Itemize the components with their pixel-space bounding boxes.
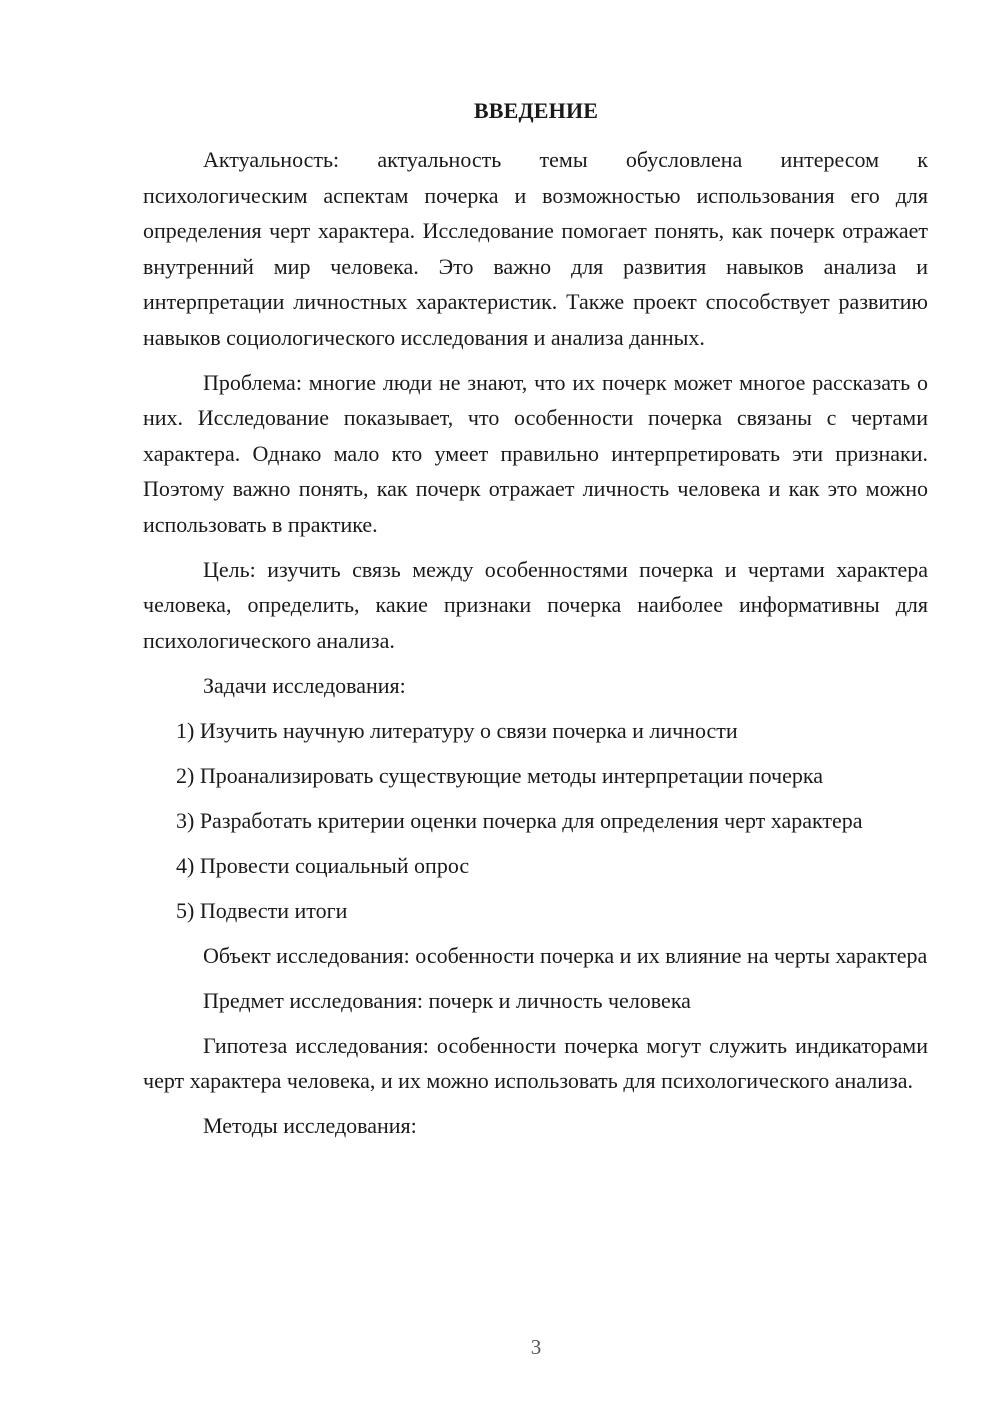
- page-number: 3: [530, 1335, 542, 1359]
- relevance-paragraph: Актуальность: актуальность темы обусловлена интересом к психологическим аспектам почерка и возможностью использования его для определения черт характера. Исследование помогает понять, как почерк отражает внутренний мир человека. Это важно для развития навыков анализа и интерпретации личностных характеристик. Также проект способствует развитию навыков социологического исследования и анализа данных.: [143, 147, 928, 350]
- goal-paragraph: Цель: изучить связь между особенностями почерка и чертами характера человека, определить, какие признаки почерка наиболее информативны для психологического анализа.: [143, 556, 928, 653]
- subject-paragraph: Предмет исследования: почерк и личность человека: [203, 987, 691, 1013]
- body-text: [143, 142, 928, 1153]
- task-item-2: 2) Проанализировать существующие методы интерпретации почерка: [176, 762, 823, 788]
- hypothesis-paragraph: Гипотеза исследования: особенности почерка могут служить индикаторами черт характера человека, и их можно использовать для психологического анализа.: [143, 1032, 928, 1093]
- task-item-4: 4) Провести социальный опрос: [176, 852, 470, 878]
- section-title: ВВЕДЕНИЕ: [473, 98, 599, 123]
- task-item-3: 3) Разработать критерии оценки почерка для определения черт характера: [176, 807, 863, 833]
- object-paragraph: Объект исследования: особенности почерка и их влияние на черты характера: [203, 942, 928, 968]
- methods-heading: Методы исследования:: [203, 1113, 417, 1138]
- task-item-1: 1) Изучить научную литературу о связи почерка и личности: [176, 717, 738, 743]
- problem-paragraph: Проблема: многие люди не знают, что их почерк может многое рассказать о них. Исследование показывает, что особенности почерка связаны с чертами характера. Однако мало кто умеет правильно интерпретировать эти признаки. Поэтому важно понять, как почерк отражает личность человека и как это можно использовать в практике.: [143, 369, 928, 537]
- tasks-heading: Задачи исследования:: [203, 672, 406, 698]
- task-item-5: 5) Подвести итоги: [176, 897, 348, 923]
